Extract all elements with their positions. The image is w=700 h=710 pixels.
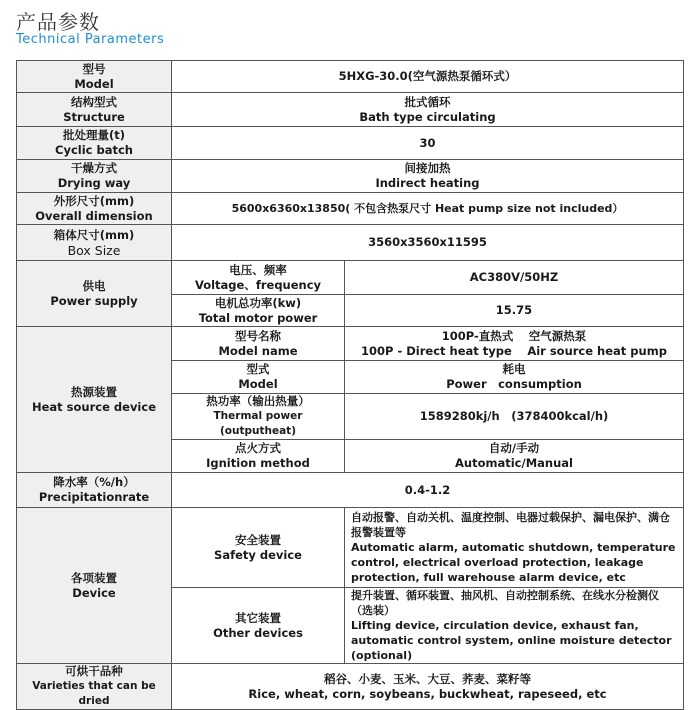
- value-heat-ignition-en: Automatic/Manual: [455, 456, 573, 470]
- label-heat-thermal: [172, 394, 345, 440]
- label-safety-en: Safety device: [214, 547, 302, 562]
- label-safety: [172, 508, 345, 588]
- value-products: [172, 664, 684, 710]
- row-precip: [17, 473, 684, 508]
- label-drying-cn: 干燥方式: [71, 161, 117, 175]
- value-voltage: AC380V/50HZ: [345, 261, 684, 295]
- row-voltage: [17, 261, 684, 295]
- row-batch: [17, 127, 684, 160]
- label-products-en: Varieties that can be dried: [32, 680, 156, 707]
- label-model-en: Model: [74, 76, 114, 91]
- row-box: [17, 225, 684, 261]
- label-precip-en: Precipitationrate: [38, 490, 150, 504]
- label-overall-en: Overall dimension: [35, 208, 153, 223]
- label-structure-en: Structure: [63, 109, 125, 124]
- row-overall: [17, 193, 684, 225]
- value-heat-model-en: Power consumption: [446, 377, 582, 391]
- label-structure: [17, 93, 172, 127]
- value-batch: 30: [172, 127, 684, 160]
- label-motor: [172, 295, 345, 327]
- label-heat-model-name: [172, 327, 345, 361]
- value-heat-ignition-cn: 自动/手动: [488, 441, 540, 455]
- value-box: 3560x3560x11595: [172, 225, 684, 261]
- value-heat-model-name-en: 100P - Direct heat type Air source heat pump: [361, 343, 667, 358]
- value-heat-model-name-cn: 100P-直热式 空气源热泵: [441, 328, 587, 343]
- label-power-en: Power supply: [50, 293, 138, 308]
- label-box: [17, 225, 172, 261]
- row-drying: [17, 160, 684, 193]
- label-voltage-en: Voltage、frequency: [194, 277, 322, 292]
- label-box-cn: 箱体尺寸(mm): [53, 227, 135, 242]
- value-precip: 0.4-1.2: [172, 473, 684, 508]
- value-products-cn: 稻谷、小麦、玉米、大豆、荞麦、菜籽等: [324, 671, 531, 686]
- row-model: [17, 61, 684, 93]
- label-heat: [17, 327, 172, 473]
- row-device-safety: [17, 508, 684, 588]
- value-heat-model: [345, 361, 684, 394]
- label-other-en: Other devices: [213, 625, 303, 640]
- value-drying-en: Indirect heating: [375, 176, 480, 190]
- label-products: [17, 664, 172, 710]
- label-heat-model-name-cn: 型号名称: [235, 328, 281, 343]
- value-drying: [172, 160, 684, 193]
- row-products: [17, 664, 684, 710]
- value-model: 5HXG-30.0(空气源热泵循环式）: [172, 61, 684, 93]
- section-title-en: Technical Parameters: [16, 32, 165, 47]
- label-heat-model-name-en: Model name: [218, 343, 298, 358]
- label-heat-ignition-cn: 点火方式: [235, 441, 281, 455]
- value-heat-model-cn: 耗电: [502, 362, 526, 376]
- label-heat-cn: 热源装置: [71, 384, 117, 399]
- value-structure: [172, 93, 684, 127]
- label-voltage-cn: 电压、频率: [229, 262, 287, 277]
- value-other: [345, 588, 684, 664]
- label-batch-cn: 批处理量(t): [62, 128, 125, 142]
- label-batch-en: Cyclic batch: [55, 143, 133, 157]
- label-structure-cn: 结构型式: [71, 94, 117, 109]
- value-structure-en: Bath type circulating: [359, 109, 496, 124]
- parameters-table: [16, 60, 684, 710]
- label-model-cn: 型号: [82, 61, 106, 76]
- label-safety-cn: 安全装置: [235, 532, 281, 547]
- label-heat-thermal-en: Thermal power (outputheat): [213, 410, 303, 437]
- label-heat-ignition: [172, 440, 345, 473]
- label-device-cn: 各项装置: [71, 570, 117, 585]
- label-heat-ignition-en: Ignition method: [206, 456, 310, 470]
- label-device-en: Device: [72, 585, 116, 600]
- value-products-en: Rice, wheat, corn, soybeans, buckwheat, rapeseed, etc: [248, 686, 607, 701]
- label-heat-model-en: Model: [238, 377, 278, 391]
- label-overall-cn: 外形尺寸(mm): [53, 193, 135, 208]
- value-other-cn: 提升装置、循环装置、抽风机、自动控制系统、在线水分检测仪（选装）: [351, 589, 659, 617]
- value-safety: [345, 508, 684, 588]
- value-motor: 15.75: [345, 295, 684, 327]
- label-motor-cn: 电机总功率(kw): [214, 295, 302, 310]
- section-title-cn: 产品参数: [16, 10, 100, 34]
- value-safety-cn: 自动报警、自动关机、温度控制、电器过载保护、漏电保护、满仓报警装置等: [351, 511, 670, 539]
- label-device: [17, 508, 172, 664]
- value-structure-cn: 批式循环: [404, 94, 451, 109]
- label-drying: [17, 160, 172, 193]
- value-heat-ignition: [345, 440, 684, 473]
- label-heat-model: [172, 361, 345, 394]
- value-heat-model-name: [345, 327, 684, 361]
- value-safety-en: Automatic alarm, automatic shutdown, temperature control, electrical overload protection, leakage protection, full warehouse alarm device, etc: [351, 541, 676, 584]
- row-heat-model-name: [17, 327, 684, 361]
- value-overall: 5600x6360x13850( 不包含热泵尺寸 Heat pump size not included）: [172, 193, 684, 225]
- label-power: [17, 261, 172, 327]
- label-precip: [17, 473, 172, 508]
- label-batch: [17, 127, 172, 160]
- label-motor-en: Total motor power: [198, 310, 318, 325]
- label-drying-en: Drying way: [57, 176, 131, 190]
- label-heat-en: Heat source device: [32, 399, 156, 414]
- label-other-cn: 其它装置: [235, 610, 281, 625]
- label-heat-thermal-cn: 热功率（输出热量）: [206, 394, 310, 408]
- label-box-en: Box Size: [67, 242, 121, 258]
- label-voltage: [172, 261, 345, 295]
- label-overall: [17, 193, 172, 225]
- label-precip-cn: 降水率（%/h）: [53, 475, 135, 489]
- value-other-en: Lifting device, circulation device, exhaust fan, automatic control system, online moisture detector (optional): [351, 619, 672, 662]
- label-power-cn: 供电: [82, 278, 106, 293]
- label-model: [17, 61, 172, 93]
- value-drying-cn: 间接加热: [404, 161, 451, 175]
- label-other: [172, 588, 345, 664]
- label-heat-model-cn: 型式: [246, 362, 270, 376]
- row-structure: [17, 93, 684, 127]
- value-heat-thermal: 1589280kj/h (378400kcal/h): [345, 394, 684, 440]
- label-products-cn: 可烘干品种: [65, 664, 123, 678]
